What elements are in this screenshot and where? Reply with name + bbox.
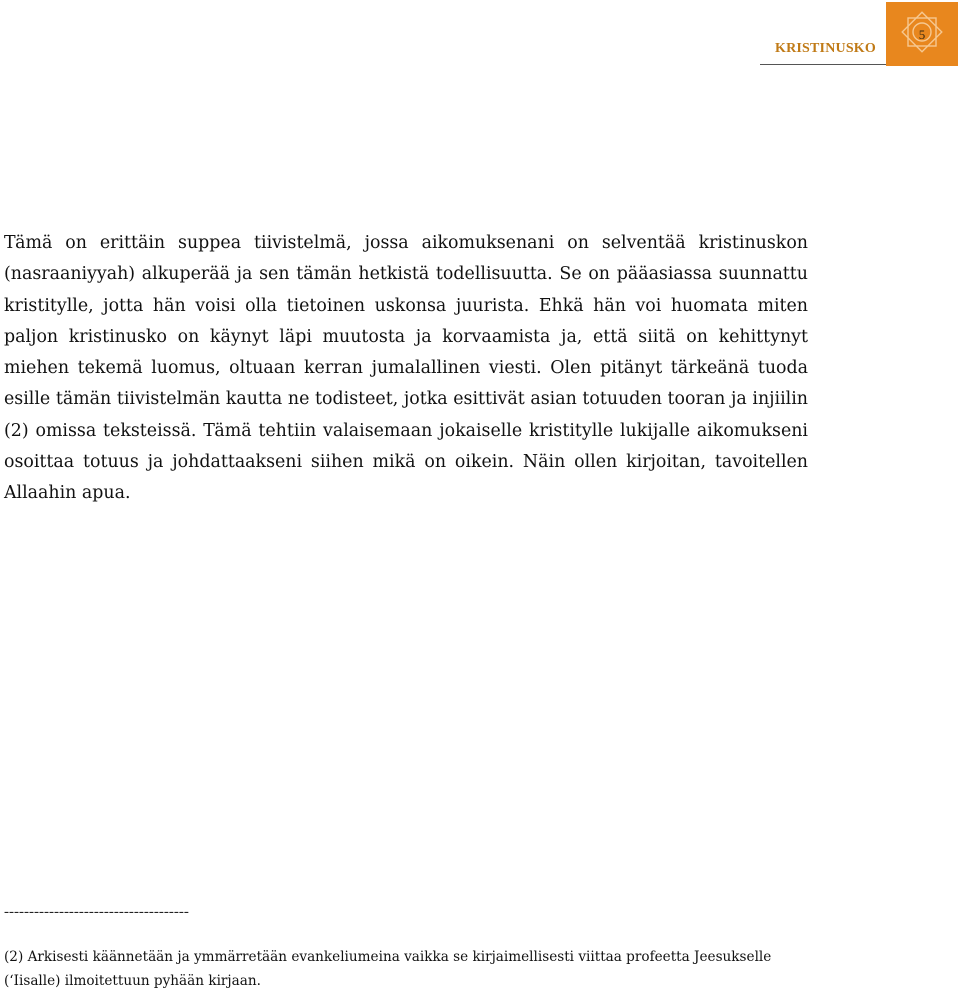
footnote-text: (2) Arkisesti käännetään ja ymmärretään evankeliumeina vaikka se kirjaimellisesti viittaa profeetta Jeesukselle (‘Iisalle) ilmoitettuun pyhään kirjaan. bbox=[4, 949, 772, 989]
page-header bbox=[0, 0, 960, 70]
body-paragraph: Tämä on erittäin suppea tiivistelmä, jossa aikomuksenani on selventää kristinuskon (nasraaniyyah) alkuperää ja sen tämän hetkistä todellisuutta. Se on pääasiassa suunnattu kristitylle, jotta hän voisi olla tietoinen uskonsa juurista. Ehkä hän voi huomata miten paljon kristinusko on käynyt läpi muutosta ja korvaamista ja, että siitä on kehittynyt miehen tekemä luomus, oltuaan kerran jumalallinen viesti. Olen pitänyt tärkeänä tuoda esille tämän tiivistelmän kautta ne todisteet, jotka esittivät asian totuuden tooran ja injiilin (2) omissa teksteissä. Tämä tehtiin valaisemaan jokaiselle kristitylle lukijalle aikomukseni osoittaa totuus ja johdattaakseni siihen mikä on oikein. Näin ollen kirjoitan, tavoitellen Allaahin apua. bbox=[4, 233, 808, 504]
page-badge bbox=[886, 2, 958, 66]
running-title: KRISTINUSKO bbox=[774, 41, 876, 56]
page-number: 5 bbox=[918, 27, 926, 42]
header-rule bbox=[760, 64, 887, 65]
footnote-separator: ------------------------------------- bbox=[4, 904, 189, 920]
